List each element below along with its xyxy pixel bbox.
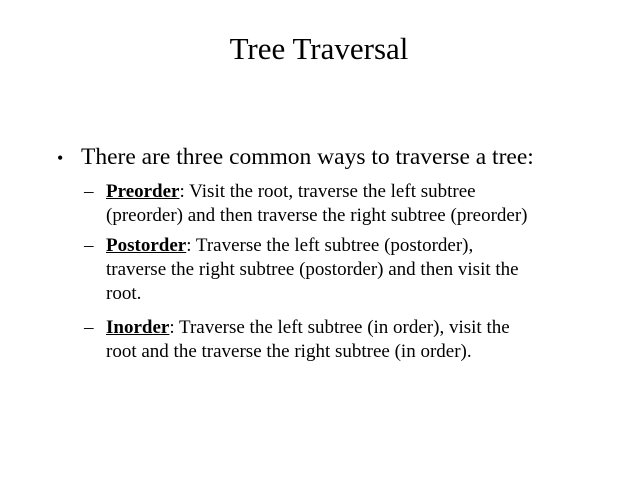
term-inorder: Inorder (106, 317, 170, 338)
line-text: root and the traverse the right subtree (in order). (106, 341, 472, 362)
sub-bullet-line (106, 234, 604, 258)
line-text: : Visit the root, traverse the left subtree (179, 181, 476, 202)
sub-bullet-line (106, 180, 604, 204)
line-text: traverse the right subtree (postorder) and then visit the (106, 259, 519, 280)
sub-bullet-body (106, 316, 604, 364)
dash-marker: – (84, 235, 94, 256)
dash-marker: – (84, 317, 94, 338)
dash-marker: – (84, 181, 94, 202)
bullet-marker: • (57, 148, 64, 168)
term-preorder: Preorder (106, 181, 180, 202)
line-text: root. (106, 283, 142, 304)
term-postorder: Postorder (106, 235, 187, 256)
sub-bullet-body (106, 234, 604, 306)
line-text: (preorder) and then traverse the right subtree (preorder) (106, 205, 528, 226)
sub-bullet-body (106, 180, 604, 228)
main-bullet-text: There are three common ways to traverse a tree: (81, 144, 534, 170)
line-text: : Traverse the left subtree (postorder), (186, 235, 474, 256)
sub-bullet-line (106, 316, 604, 340)
slide-title: Tree Traversal (229, 31, 409, 66)
line-text: : Traverse the left subtree (in order), visit the (169, 317, 510, 338)
